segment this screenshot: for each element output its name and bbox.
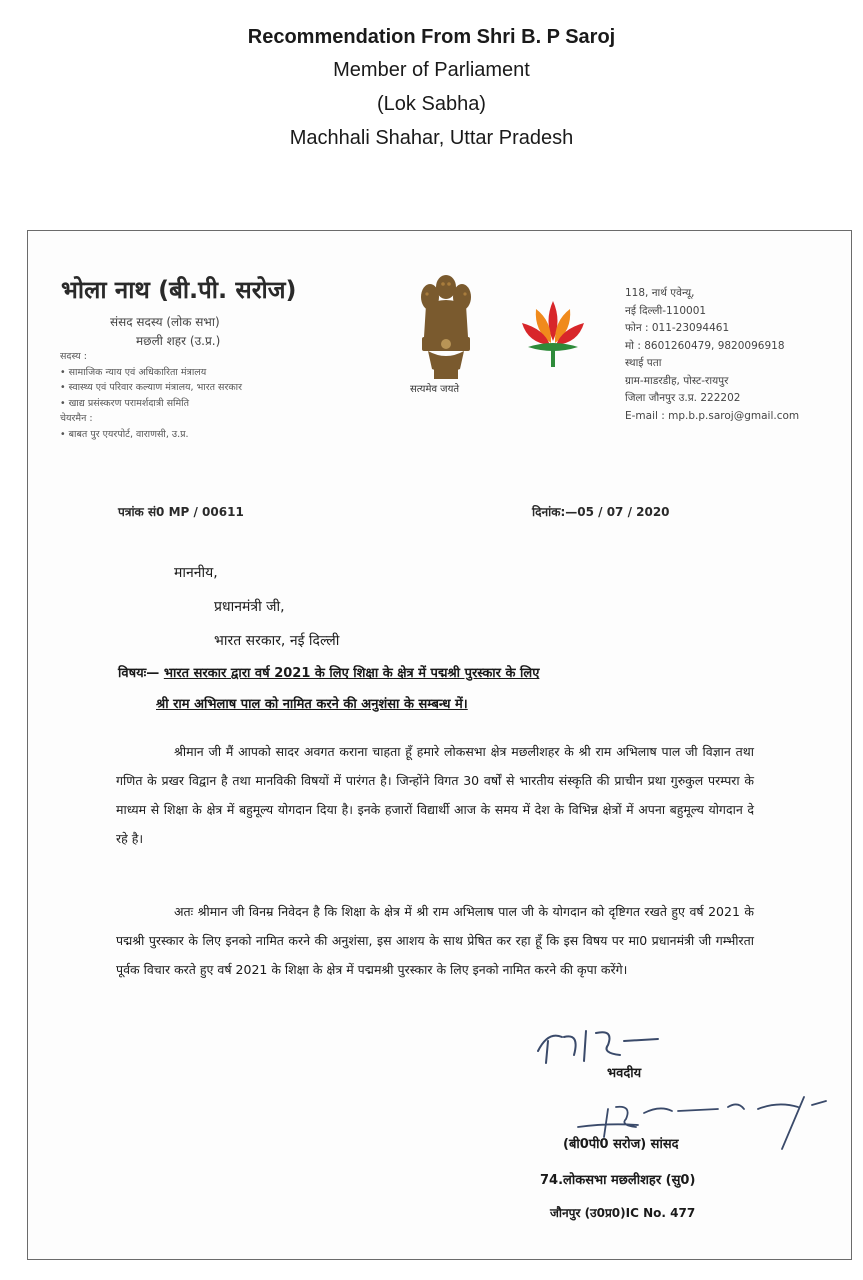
address-line: नई दिल्ली-110001 bbox=[625, 304, 707, 317]
phone-line: फोन : 011-23094461 bbox=[625, 322, 730, 334]
subject-label: विषयः— bbox=[118, 666, 160, 681]
mobile-line: मो : 8601260479, 9820096918 bbox=[625, 339, 785, 352]
member-label: सदस्य : bbox=[60, 351, 87, 362]
signatory-name: (बी0पी0 सरोज) सांसद bbox=[563, 1137, 679, 1152]
permanent-address-label: स्थाई पता bbox=[625, 357, 662, 369]
body-paragraph-2: अतः श्रीमान जी विनम्र निवेदन है कि शिक्षा के क्षेत्र में श्री राम अभिलाष पाल जी के योगदान को दृष्टिगत रखते हुए वर्ष 2021 के पद्मश्री पुरस्कार के लिए इनको नामित करने की अनुशंसा, इस आशय के साथ प्रेषित कर रहा हूँ कि इस विषय पर मा0 प्रधानमंत्री जी गम्भीरता पूर्वक विचार करते हुए वर्ष 2021 के शिक्षा के क्षेत्र में पद्ममश्री पुरस्कार के लिए इनको नामित करने की कृपा करेंगे। bbox=[116, 904, 754, 977]
addressee-line-1: प्रधानमंत्री जी, bbox=[214, 599, 285, 615]
signature-initial-icon bbox=[528, 1011, 668, 1081]
letter-date: दिनांक:—05 / 07 / 2020 bbox=[532, 505, 670, 519]
address-line: 118, नार्थ एवेन्यू, bbox=[625, 287, 695, 299]
caption-line-2: (Lok Sabha) bbox=[377, 93, 486, 115]
letter-page bbox=[27, 230, 852, 1260]
caption-line-1: Member of Parliament bbox=[333, 59, 530, 81]
signatory-constituency: 74.लोकसभा मछलीशहर (सु0) bbox=[540, 1173, 696, 1188]
signatory-district: जौनपुर (उ0प्र0)IC No. 477 bbox=[550, 1206, 696, 1220]
letterhead-name: भोला नाथ (बी.पी. सरोज) bbox=[61, 276, 297, 304]
chairman-item: • बाबत पुर एयरपोर्ट, वाराणसी, उ.प्र. bbox=[60, 428, 189, 440]
reference-number: पत्रांक सं0 MP / 00611 bbox=[118, 505, 244, 519]
subject-line-1 bbox=[118, 663, 539, 681]
addressee-line-2: भारत सरकार, नई दिल्ली bbox=[214, 633, 340, 649]
caption-title: Recommendation From Shri B. P Saroj bbox=[247, 26, 616, 48]
address-line: जिला जौनपुर उ.प्र. 222202 bbox=[625, 392, 741, 404]
letterhead-constituency: मछली शहर (उ.प्र.) bbox=[136, 334, 221, 348]
address-line: ग्राम-माडरडीह, पोस्ट-रायपुर bbox=[625, 374, 729, 387]
subject-line-2: श्री राम अभिलाष पाल को नामित करने की अनुशंसा के सम्बन्ध में। bbox=[156, 697, 468, 712]
closing-text: भवदीय bbox=[607, 1066, 642, 1081]
lotus-icon bbox=[518, 291, 588, 371]
national-emblem-icon bbox=[408, 265, 484, 395]
salutation: माननीय, bbox=[174, 565, 218, 581]
subject-text-1: भारत सरकार द्वारा वर्ष 2021 के लिए शिक्षा के क्षेत्र में पद्मश्री पुरस्कार के लिए bbox=[163, 666, 540, 681]
body-paragraph-1: श्रीमान जी मैं आपको सादर अवगत कराना चाहता हूँ हमारे लोकसभा क्षेत्र मछलीशहर के श्री राम अभिलाष पाल जी विज्ञान तथा गणित के प्रखर विद्वान है तथा मानविकी विषयों में पारंगत है। जिन्होंने विगत 30 वर्षों से भारतीय संस्कृति की प्राचीन प्रथा गुरुकुल परम्परा के माध्यम से शिक्षा के क्षेत्र में बहुमूल्य योगदान दिया है। इनके हजारों विद्यार्थी आज के समय में देश के विभिन्न क्षेत्रों में अपना बहुमूल्य योगदान दे रहे है। bbox=[116, 744, 754, 846]
letterhead-role: संसद सदस्य (लोक सभा) bbox=[110, 315, 220, 329]
membership-item: • स्वास्थ्य एवं परिवार कल्याण मंत्रालय, भारत सरकार bbox=[60, 382, 242, 393]
caption-line-3: Machhali Shahar, Uttar Pradesh bbox=[289, 127, 574, 149]
chairman-label: चेयरमैन : bbox=[60, 413, 93, 424]
membership-list bbox=[60, 349, 242, 442]
office-address bbox=[625, 285, 799, 425]
email-line: E-mail : mp.b.p.saroj@gmail.com bbox=[625, 409, 800, 422]
emblem-motto: सत्यमेव जयते bbox=[410, 384, 460, 395]
membership-item: • सामाजिक न्याय एवं अधिकारिता मंत्रालय bbox=[60, 366, 207, 378]
membership-item: • खाद्य प्रसंस्करण परामर्शदात्री समिति bbox=[60, 397, 190, 409]
